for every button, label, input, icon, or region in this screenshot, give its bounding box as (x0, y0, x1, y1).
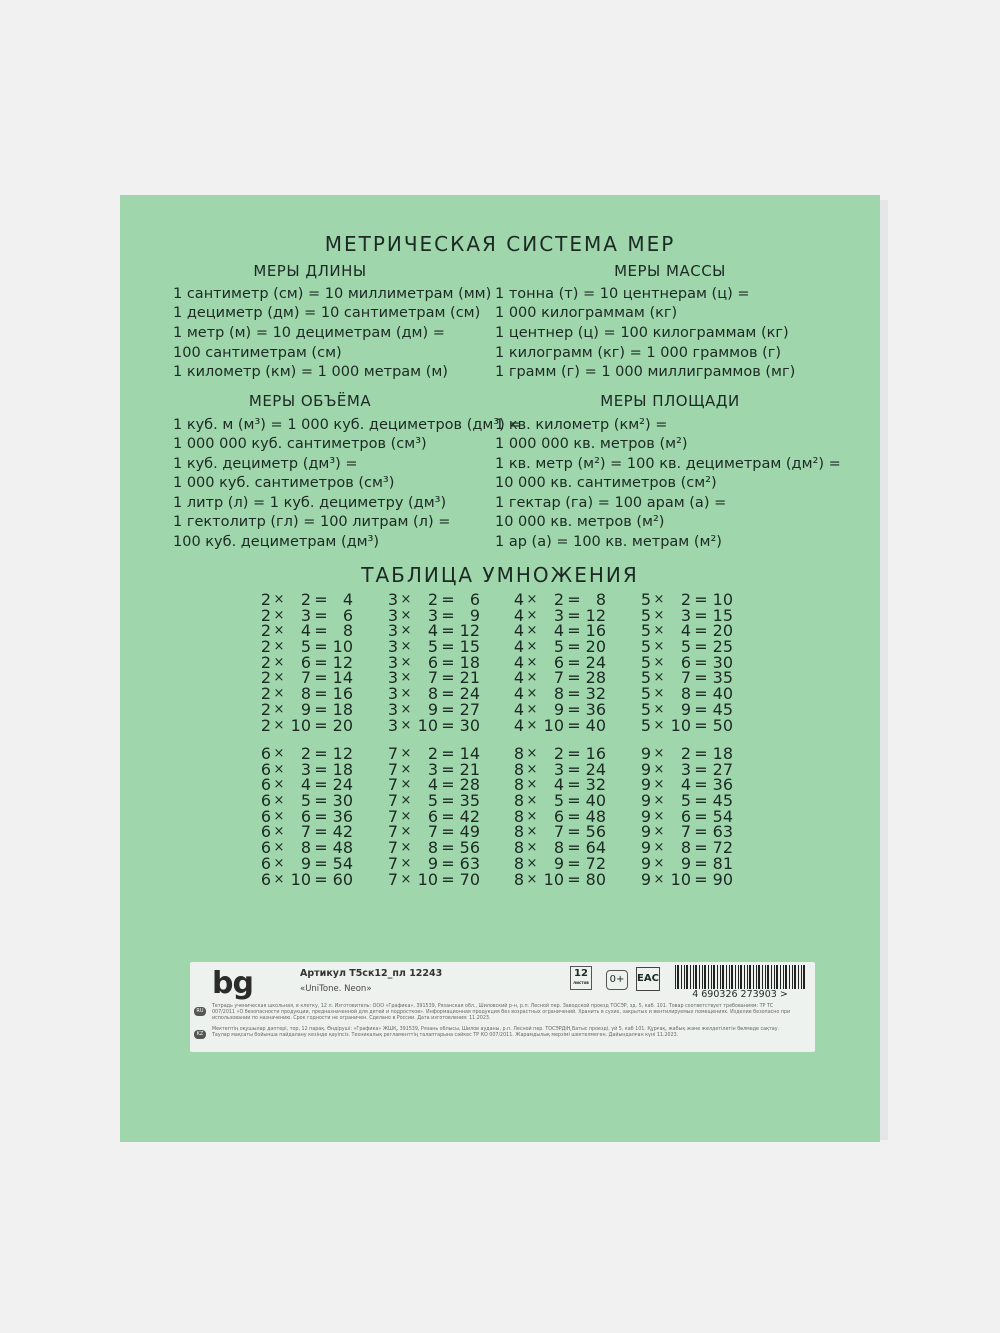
fine-print-ru: Тетрадь ученическая школьная, в клетку, 12 л. Изготовитель: ООО «Графика», 391539, Рязанская обл., Шиловский р-н, р.п. Лесной пер. Заводской проезд ТОСЭР, зд. 5, каб. 101. Товар соответствует требованиям: ТР ТС 007/2011 «О безопасности продукции, предназначенной для детей и подростков». Информационная продукция без возрастных ограничений. Хранить в сухих, закрытых и вентилируемых помещениях. Изделие безопасно при использовании по назначению. Срок годности не ограничен. Сделано в России. Дата изготовления: 11.2023. (212, 1004, 791, 1021)
multiplication-row: 4 × 6 = 24 (513, 652, 606, 672)
sheet-count-unit: листов (573, 980, 589, 985)
multiplication-row: 7 × 8 = 56 (387, 838, 480, 858)
sheet-count-badge (570, 966, 592, 990)
multiplication-row: 4 × 4 = 16 (513, 621, 606, 641)
volume-heading: МЕРЫ ОБЪЁМА (248, 392, 372, 410)
multiplication-row: 5 × 8 = 40 (640, 684, 733, 704)
multiplication-row: 6 × 9 = 54 (260, 853, 353, 873)
barcode-number: 4 690326 273903 > (670, 989, 810, 1000)
mass-line: 1 000 килограммам (кг) (495, 305, 678, 321)
length-line: 1 дециметр (дм) = 10 сантиметрам (см) (173, 305, 481, 321)
multiplication-row: 5 × 7 = 35 (640, 668, 733, 688)
area-heading: МЕРЫ ПЛОЩАДИ (600, 392, 740, 410)
multiplication-row: 5 × 10 = 50 (640, 715, 733, 735)
multiplication-row: 4 × 9 = 36 (513, 699, 606, 719)
multiplication-table-3 (382, 592, 480, 733)
multiplication-row: 3 × 7 = 21 (387, 668, 480, 688)
area-line: 10 000 кв. сантиметров (см²) (495, 475, 717, 491)
multiplication-row: 3 × 2 = 6 (387, 590, 480, 609)
mass-line: 1 тонна (т) = 10 центнерам (ц) = (495, 286, 750, 302)
multiplication-row: 4 × 8 = 32 (513, 684, 606, 704)
multiplication-row: 9 × 10 = 90 (640, 869, 733, 889)
multiplication-row: 2 × 4 = 8 (260, 621, 353, 641)
multiplication-row: 6 × 6 = 36 (260, 806, 353, 826)
multiplication-row: 7 × 4 = 28 (387, 775, 480, 795)
area-line: 1 кв. метр (м²) = 100 кв. дециметрам (дм²) = (495, 456, 841, 472)
multiplication-row: 4 × 7 = 28 (513, 668, 606, 688)
length-line: 1 километр (км) = 1 000 метрам (м) (173, 364, 448, 380)
multiplication-row: 7 × 6 = 42 (387, 806, 480, 826)
multiplication-row: 9 × 3 = 27 (640, 759, 733, 779)
area-line: 1 гектар (га) = 100 арам (а) = (495, 495, 727, 511)
volume-line: 1 куб. м (м³) = 1 000 куб. дециметров (дм³) = (173, 417, 522, 433)
multiplication-row: 2 × 6 = 12 (260, 652, 353, 672)
multiplication-row: 9 × 9 = 81 (640, 853, 733, 873)
notebook-back-cover (120, 195, 880, 1142)
multiplication-row: 7 × 5 = 35 (387, 791, 480, 811)
multiplication-row: 6 × 4 = 24 (260, 775, 353, 795)
multiplication-row: 9 × 6 = 54 (640, 806, 733, 826)
volume-line: 1 куб. дециметр (дм³) = (173, 456, 358, 472)
multiplication-row: 4 × 10 = 40 (513, 715, 606, 735)
multiplication-row: 4 × 2 = 8 (513, 590, 606, 609)
mass-heading: МЕРЫ МАССЫ (614, 262, 726, 280)
length-heading: МЕРЫ ДЛИНЫ (253, 262, 367, 280)
sheet-count: 12 (574, 968, 588, 979)
multiplication-row: 3 × 6 = 18 (387, 652, 480, 672)
multiplication-row: 2 × 10 = 20 (260, 715, 353, 735)
mass-line: 1 грамм (г) = 1 000 миллиграммов (мг) (495, 364, 796, 380)
multiplication-row: 3 × 10 = 30 (387, 715, 480, 735)
area-line: 1 000 000 кв. метров (м²) (495, 436, 688, 452)
multiplication-row: 3 × 4 = 12 (387, 621, 480, 641)
multiplication-row: 2 × 3 = 6 (260, 605, 353, 625)
multiplication-row: 3 × 3 = 9 (387, 605, 480, 625)
multiplication-row: 5 × 6 = 30 (640, 652, 733, 672)
multiplication-row: 7 × 10 = 70 (387, 869, 480, 889)
multiplication-title: ТАБЛИЦА УМНОЖЕНИЯ (361, 563, 639, 587)
multiplication-row: 2 × 8 = 16 (260, 684, 353, 704)
fine-print-kz: Мектептің оқушылар дәптері, тор, 12 парақ. Өндіруші: «Графика» ЖШҚ, 391539, Рязань облысы, Шилов ауданы, р.п. Лесной пер. ТОСЭРДІҢ Батыс проезді, үй 5, каб 101. Құрғақ, жабық және желдетілетін бөлмеде сақтау. Таулар мақсаты бойынша пайдалану кезінде қауіпсіз. Техникалық регламенттің талаптарына сәйкес ТР КО 007/2011. Жарамдылық мерзімі шектелмеген. Дайындалған күні 11.2023. (212, 1027, 780, 1038)
multiplication-table-8 (508, 746, 606, 887)
multiplication-table-9 (635, 746, 733, 887)
multiplication-row: 5 × 3 = 15 (640, 605, 733, 625)
multiplication-row: 6 × 8 = 48 (260, 838, 353, 858)
volume-line: 1 000 000 куб. сантиметров (см³) (173, 436, 427, 452)
multiplication-row: 8 × 10 = 80 (513, 869, 606, 889)
multiplication-row: 5 × 2 = 10 (640, 590, 733, 609)
multiplication-row: 6 × 5 = 30 (260, 791, 353, 811)
volume-line: 1 000 куб. сантиметров (см³) (173, 475, 395, 491)
multiplication-row: 3 × 8 = 24 (387, 684, 480, 704)
multiplication-row: 3 × 5 = 15 (387, 637, 480, 657)
volume-line: 1 гектолитр (гл) = 100 литрам (л) = (173, 514, 451, 530)
barcode-icon (675, 965, 805, 991)
area-line: 1 кв. километр (км²) = (495, 417, 668, 433)
multiplication-row: 6 × 7 = 42 (260, 822, 353, 842)
multiplication-row: 8 × 9 = 72 (513, 853, 606, 873)
multiplication-row: 2 × 9 = 18 (260, 699, 353, 719)
multiplication-row: 8 × 6 = 48 (513, 806, 606, 826)
series-name: «UniTone. Neon» (300, 984, 372, 994)
multiplication-row: 6 × 3 = 18 (260, 759, 353, 779)
multiplication-row: 2 × 5 = 10 (260, 637, 353, 657)
multiplication-row: 5 × 9 = 45 (640, 699, 733, 719)
length-line: 1 метр (м) = 10 дециметрам (дм) = (173, 325, 445, 341)
eac-mark-icon: EAC (636, 967, 660, 991)
multiplication-row: 4 × 3 = 12 (513, 605, 606, 625)
multiplication-table-2 (255, 592, 353, 733)
multiplication-table-7 (382, 746, 480, 887)
multiplication-row: 9 × 5 = 45 (640, 791, 733, 811)
length-line: 100 сантиметрам (см) (173, 345, 342, 361)
multiplication-row: 6 × 2 = 12 (260, 744, 353, 763)
length-line: 1 сантиметр (см) = 10 миллиметрам (мм) (173, 286, 492, 302)
multiplication-row: 7 × 9 = 63 (387, 853, 480, 873)
multiplication-row: 8 × 3 = 24 (513, 759, 606, 779)
multiplication-row: 8 × 8 = 64 (513, 838, 606, 858)
lang-tag-ru: RU (194, 1007, 206, 1016)
area-line: 10 000 кв. метров (м²) (495, 514, 665, 530)
multiplication-table-6 (255, 746, 353, 887)
multiplication-row: 4 × 5 = 20 (513, 637, 606, 657)
volume-line: 1 литр (л) = 1 куб. дециметру (дм³) (173, 495, 447, 511)
multiplication-row: 2 × 7 = 14 (260, 668, 353, 688)
multiplication-row: 8 × 2 = 16 (513, 744, 606, 763)
volume-line: 100 куб. дециметрам (дм³) (173, 534, 380, 550)
multiplication-row: 7 × 3 = 21 (387, 759, 480, 779)
multiplication-row: 9 × 7 = 63 (640, 822, 733, 842)
brand-logo: bg (212, 966, 253, 1001)
lang-tag-kz: KZ (194, 1030, 206, 1039)
mass-line: 1 килограмм (кг) = 1 000 граммов (г) (495, 345, 782, 361)
multiplication-row: 7 × 2 = 14 (387, 744, 480, 763)
multiplication-row: 2 × 2 = 4 (260, 590, 353, 609)
product-label (190, 962, 815, 1052)
multiplication-row: 9 × 2 = 18 (640, 744, 733, 763)
multiplication-table-5 (635, 592, 733, 733)
mass-line: 1 центнер (ц) = 100 килограммам (кг) (495, 325, 789, 341)
article-number: Артикул Т5ск12_пл 12243 (300, 968, 443, 979)
area-line: 1 ар (а) = 100 кв. метрам (м²) (495, 534, 722, 550)
multiplication-row: 5 × 4 = 20 (640, 621, 733, 641)
age-rating-badge: 0+ (606, 970, 628, 990)
multiplication-row: 8 × 5 = 40 (513, 791, 606, 811)
multiplication-row: 8 × 4 = 32 (513, 775, 606, 795)
multiplication-row: 3 × 9 = 27 (387, 699, 480, 719)
multiplication-row: 9 × 8 = 72 (640, 838, 733, 858)
multiplication-row: 8 × 7 = 56 (513, 822, 606, 842)
multiplication-row: 6 × 10 = 60 (260, 869, 353, 889)
multiplication-row: 9 × 4 = 36 (640, 775, 733, 795)
multiplication-row: 5 × 5 = 25 (640, 637, 733, 657)
multiplication-row: 7 × 7 = 49 (387, 822, 480, 842)
metric-title: МЕТРИЧЕСКАЯ СИСТЕМА МЕР (324, 232, 676, 256)
multiplication-table-4 (508, 592, 606, 733)
